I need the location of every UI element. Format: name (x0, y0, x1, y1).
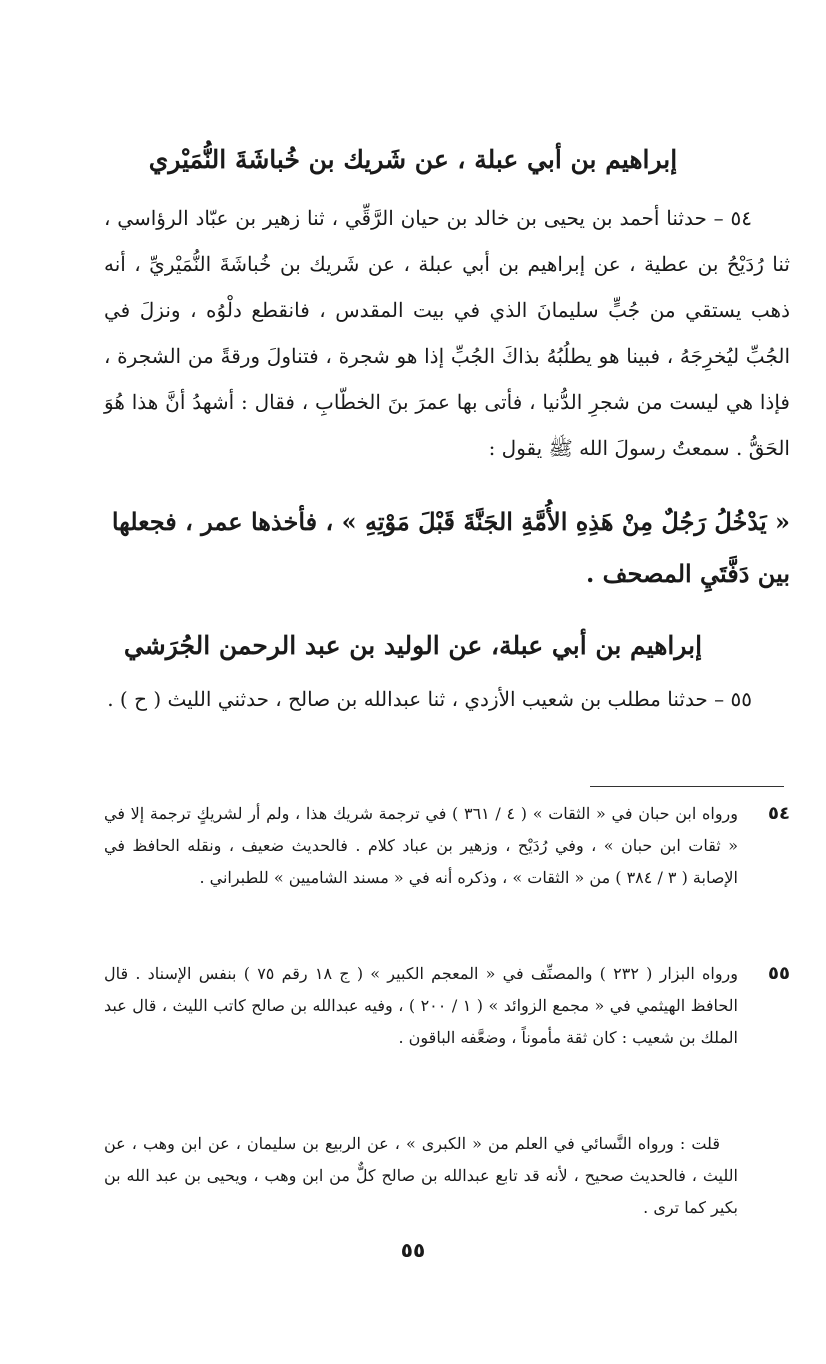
hadith-54-text: ٥٤ – حدثنا أحمد بن يحيى بن خالد بن حيان الرَّقِّي ، ثنا زهير بن عبّاد الرؤاسي ، ثنا رُدَيْحُ بن عطية ، عن إبراهيم بن أبي عبلة ، عن شَريك بن خُباشَةَ النُّمَيْريِّ ، أنه ذهب يستقي من جُبٍّ سليمانَ الذي في بيت المقدس ، فانقطع دلْوُه ، ونزلَ في الجُبِّ ليُخرِجَهُ ، فبينا هو يطلُبُهُ بذاكَ الجُبِّ إذا هو شجرة ، فتناولَ ورقةً من الشجرة ، فإذا هي ليست من شجرِ الدُّنيا ، فأتى بها عمرَ بنَ الخطّابِ ، فقال : أشهدُ أنَّ هذا هُوَ الحَقُّ . سمعتُ رسولَ الله ﷺ يقول : (104, 206, 790, 460)
footnote-55 (104, 958, 790, 1054)
footnote-note-text: قلت : ورواه النَّسائي في العلم من « الكبرى » ، عن الربيع بن سليمان ، عن ابن وهب ، عن الليث ، فالحديث صحيح ، لأنه قد تابع عبدالله بن صالح كلٌّ من ابن وهب ، ويحيى بن عبد الله بن بكير كما ترى . (104, 1134, 738, 1217)
hadith-55-paragraph (104, 676, 790, 722)
footnote-54-number: ٥٤ (768, 803, 790, 824)
section-heading-sharik: إبراهيم بن أبي عبلة ، عن شَريك بن خُباشَةَ النُّمَيْري (148, 145, 678, 174)
section-heading-walid: إبراهيم بن أبي عبلة، عن الوليد بن عبد الرحمن الجُرَشي (123, 631, 703, 660)
footnote-54-text: ورواه ابن حبان في « الثقات » ( ٤ / ٣٦١ ) في ترجمة شريك هذا ، ولم أر لشريكٍ ترجمة إلا في « ثقات ابن حبان » ، وفي رُدَيْح ، وزهير بن عباد كلام . فالحديث ضعيف ، ونقله الحافظ في الإصابة ( ٣ / ٣٨٤ ) من « الثقات » ، وذكره أنه في « مسند الشاميين » للطبراني . (104, 804, 739, 887)
page-number: ٥٥ (400, 1238, 426, 1262)
hadith-54-quote: « يَدْخُلُ رَجُلٌ مِنْ هَذِهِ الأُمَّةِ الجَنَّةَ قَبْلَ مَوْتِهِ » ، فأخذها عمر ، فجعلها بين دَفَّتَيِ المصحف . (111, 507, 790, 588)
hadith-54-quote-block (104, 496, 790, 600)
footnote-55-text: ورواه البزار ( ٢٣٢ ) والمصنِّف في « المعجم الكبير » ( ج ١٨ رقم ٧٥ ) بنفس الإسناد . قال الحافظ الهيثمي في « مجمع الزوائد » ( ١ / ٢٠٠ ) ، وفيه عبدالله بن صالح كاتب الليث ، قال عبد الملك بن شعيب : كان ثقة مأموناً ، وضعَّفه الباقون . (104, 964, 739, 1047)
footnote-55-number: ٥٥ (768, 963, 790, 984)
hadith-54-paragraph (104, 195, 790, 471)
hadith-55-text: ٥٥ – حدثنا مطلب بن شعيب الأزدي ، ثنا عبدالله بن صالح ، حدثني الليث ( ح ) . (107, 687, 752, 711)
footnote-divider (590, 786, 784, 787)
footnote-54 (104, 798, 790, 894)
footnote-55-note (104, 1128, 790, 1224)
